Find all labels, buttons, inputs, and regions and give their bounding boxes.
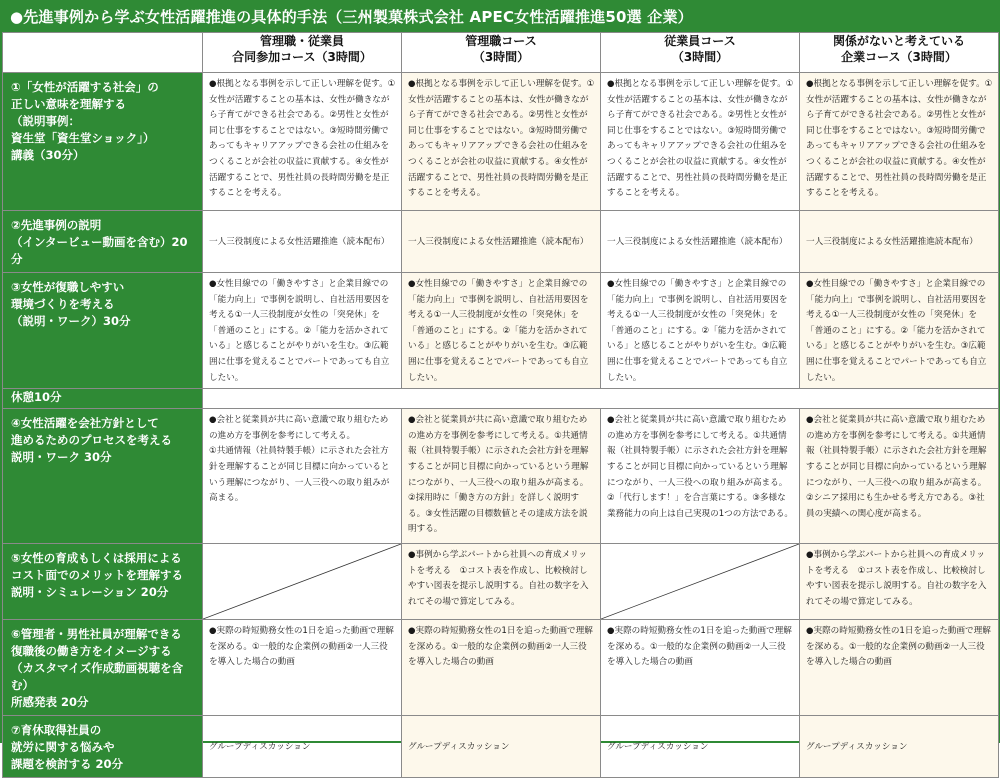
table-cell: グループディスカッション (601, 716, 800, 778)
table-cell: 一人三役制度による女性活躍推進（読本配布） (601, 211, 800, 273)
row-label: ⑤女性の育成もしくは採用による コスト面でのメリットを理解する 説明・シミュレーション 20分 (3, 544, 203, 620)
table-cell: ●根拠となる事例を示して正しい理解を促す。①女性が活躍することの基本は、女性が働きながら子育てができる社会である。②男性と女性が同じ仕事をすることではない。③短時間労働であってもキャリアアップできる会社の仕組みをつくることが会社の収益に貢献する。④女性が活躍することで、男性社員の長時間労働を是正することを考える。 (203, 73, 402, 211)
course-table (2, 32, 999, 778)
row-label: ⑦育休取得社員の 就労に関する悩みや 課題を検討する 20分 (3, 716, 203, 778)
empty-cell-slash (601, 544, 800, 620)
table-cell: ●実際の時短勤務女性の1日を追った動画で理解を深める。①一般的な企業例の動画②一人三役を導入した場合の動画 (203, 620, 402, 716)
table-row (3, 716, 999, 778)
table-row (3, 211, 999, 273)
table-cell: 一人三役制度による女性活躍推進（読本配布） (203, 211, 402, 273)
break-row (3, 389, 999, 409)
column-header-unrelated: 関係がないと考えている 企業コース（3時間） (800, 33, 999, 73)
table-cell: ●会社と従業員が共に高い意識で取り組むための進め方を事例を参考にして考える。 ①共通情報（社員特製手帳）に示された会社方針を理解することが同じ目標に向かっているという理解につながり、一人三役への取り組みが高まる。 (203, 409, 402, 544)
break-label: 休憩10分 (3, 389, 203, 409)
table-cell: グループディスカッション (402, 716, 601, 778)
table-row (3, 544, 999, 620)
header-row (3, 33, 999, 73)
row-label: ⑥管理者・男性社員が理解できる 復職後の働き方をイメージする （カスタマイズ作成動画視聴を含む） 所感発表 20分 (3, 620, 203, 716)
table-cell: ●女性目線での「働きやすさ」と企業目線での「能力向上」で事例を説明し、自社活用要因を考える①一人三役制度が女性の「突発休」を「普通のこと」にする。②「能力を活かされている」と感じることがやりがいを生む。③広範囲に仕事を覚えることでパートであっても自立したい。 (800, 273, 999, 389)
diagonal-line (601, 544, 799, 619)
table-cell: ●会社と従業員が共に高い意識で取り組むための進め方を事例を参考にして考える。①共通情報（社員特製手帳）に示された会社方針を理解することが同じ目標に向かっているという理解につながり、一人三役への取り組みが高まる。②採用時に「働き方の方針」を詳しく説明する。③女性活躍の目標数値とその達成方法を説明する。 (402, 409, 601, 544)
table-row (3, 409, 999, 544)
table-cell: 一人三役制度による女性活躍推進（読本配布） (402, 211, 601, 273)
table-cell: 一人三役制度による女性活躍推進読本配布） (800, 211, 999, 273)
row-label: ④女性活躍を会社方針として 進めるためのプロセスを考える 説明・ワーク 30分 (3, 409, 203, 544)
page-title: ●先進事例から学ぶ女性活躍推進の具体的手法（三州製菓株式会社 APEC女性活躍推進50選 企業） (2, 2, 998, 32)
column-header-manager: 管理職コース （3時間） (402, 33, 601, 73)
table-cell: ●根拠となる事例を示して正しい理解を促す。①女性が活躍することの基本は、女性が働きながら子育てができる社会である。②男性と女性が同じ仕事をすることではない。③短時間労働であってもキャリアアップできる会社の仕組みをつくることが会社の収益に貢献する。④女性が活躍することで、男性社員の長時間労働を是正することを考える。 (601, 73, 800, 211)
table-cell: ●実際の時短勤務女性の1日を追った動画で理解を深める。①一般的な企業例の動画②一人三役を導入した場合の動画 (800, 620, 999, 716)
table-cell: ●根拠となる事例を示して正しい理解を促す。①女性が活躍することの基本は、女性が働きながら子育てができる社会である。②男性と女性が同じ仕事をすることではない。③短時間労働であってもキャリアアップできる会社の仕組みをつくることが会社の収益に貢献する。④女性が活躍することで、男性社員の長時間労働を是正することを考える。 (800, 73, 999, 211)
table-cell: ●実際の時短勤務女性の1日を追った動画で理解を深める。①一般的な企業例の動画②一人三役を導入した場合の動画 (601, 620, 800, 716)
table-cell: ●実際の時短勤務女性の1日を追った動画で理解を深める。①一般的な企業例の動画②一人三役を導入した場合の動画 (402, 620, 601, 716)
row-label: ①「女性が活躍する社会」の 正しい意味を理解する （説明事例： 資生堂「資生堂ショック」） 講義（30分） (3, 73, 203, 211)
row-label: ②先進事例の説明 （インタービュー動画を含む）20分 (3, 211, 203, 273)
table-cell: グループディスカッション (800, 716, 999, 778)
column-header-joint: 管理職・従業員 合同参加コース（3時間） (203, 33, 402, 73)
table-row (3, 273, 999, 389)
table-cell: ●根拠となる事例を示して正しい理解を促す。①女性が活躍することの基本は、女性が働きながら子育てができる社会である。②男性と女性が同じ仕事をすることではない。③短時間労働であってもキャリアアップできる会社の仕組みをつくることが会社の収益に貢献する。④女性が活躍することで、男性社員の長時間労働を是正することを考える。 (402, 73, 601, 211)
table-cell: ●事例から学ぶパートから社員への育成メリットを考える ①コスト表を作成し、比較検討しやすい図表を提示し説明する。自社の数字を入れてその場で算定してみる。 (402, 544, 601, 620)
table-cell: ●事例から学ぶパートから社員への育成メリットを考える ①コスト表を作成し、比較検討しやすい図表を提示し説明する。自社の数字を入れてその場で算定してみる。 (800, 544, 999, 620)
column-header-employee: 従業員コース （3時間） (601, 33, 800, 73)
row-label: ③女性が復職しやすい 環境づくりを考える （説明・ワーク）30分 (3, 273, 203, 389)
diagonal-line (203, 544, 401, 619)
table-cell: ●会社と従業員が共に高い意識で取り組むための進め方を事例を参考にして考える。①共通情報（社員特製手帳）に示された会社方針を理解することが同じ目標に向かっているという理解につながり、一人三役への取り組みが高まる。②「代行します！」を合言葉にする。③多様な業務能力の向上は自己実現の1つの方法である。 (601, 409, 800, 544)
table-row (3, 73, 999, 211)
table-cell: ●会社と従業員が共に高い意識で取り組むための進め方を事例を参考にして考える。①共通情報（社員特製手帳）に示された会社方針を理解することが同じ目標に向かっているという理解につながり、一人三役への取り組みが高まる。②シニア採用にも生かせる考え方である。③社員の実績への関心度が高まる。 (800, 409, 999, 544)
table-row (3, 620, 999, 716)
table-cell: ●女性目線での「働きやすさ」と企業目線での「能力向上」で事例を説明し、自社活用要因を考える①一人三役制度が女性の「突発休」を「普通のこと」にする。②「能力を活かされている」と感じることがやりがいを生む。③広範囲に仕事を覚えることでパートであっても自立したい。 (601, 273, 800, 389)
empty-cell-slash (203, 544, 402, 620)
corner-cell (3, 33, 203, 73)
break-fill (203, 389, 999, 409)
table-cell: グループディスカッション (203, 716, 402, 778)
table-cell: ●女性目線での「働きやすさ」と企業目線での「能力向上」で事例を説明し、自社活用要因を考える①一人三役制度が女性の「突発休」を「普通のこと」にする。②「能力を活かされている」と感じることがやりがいを生む。③広範囲に仕事を覚えることでパートであっても自立したい。 (402, 273, 601, 389)
table-cell: ●女性目線での「働きやすさ」と企業目線での「能力向上」で事例を説明し、自社活用要因を考える①一人三役制度が女性の「突発休」を「普通のこと」にする。②「能力を活かされている」と感じることがやりがいを生む。③広範囲に仕事を覚えることでパートであっても自立したい。 (203, 273, 402, 389)
